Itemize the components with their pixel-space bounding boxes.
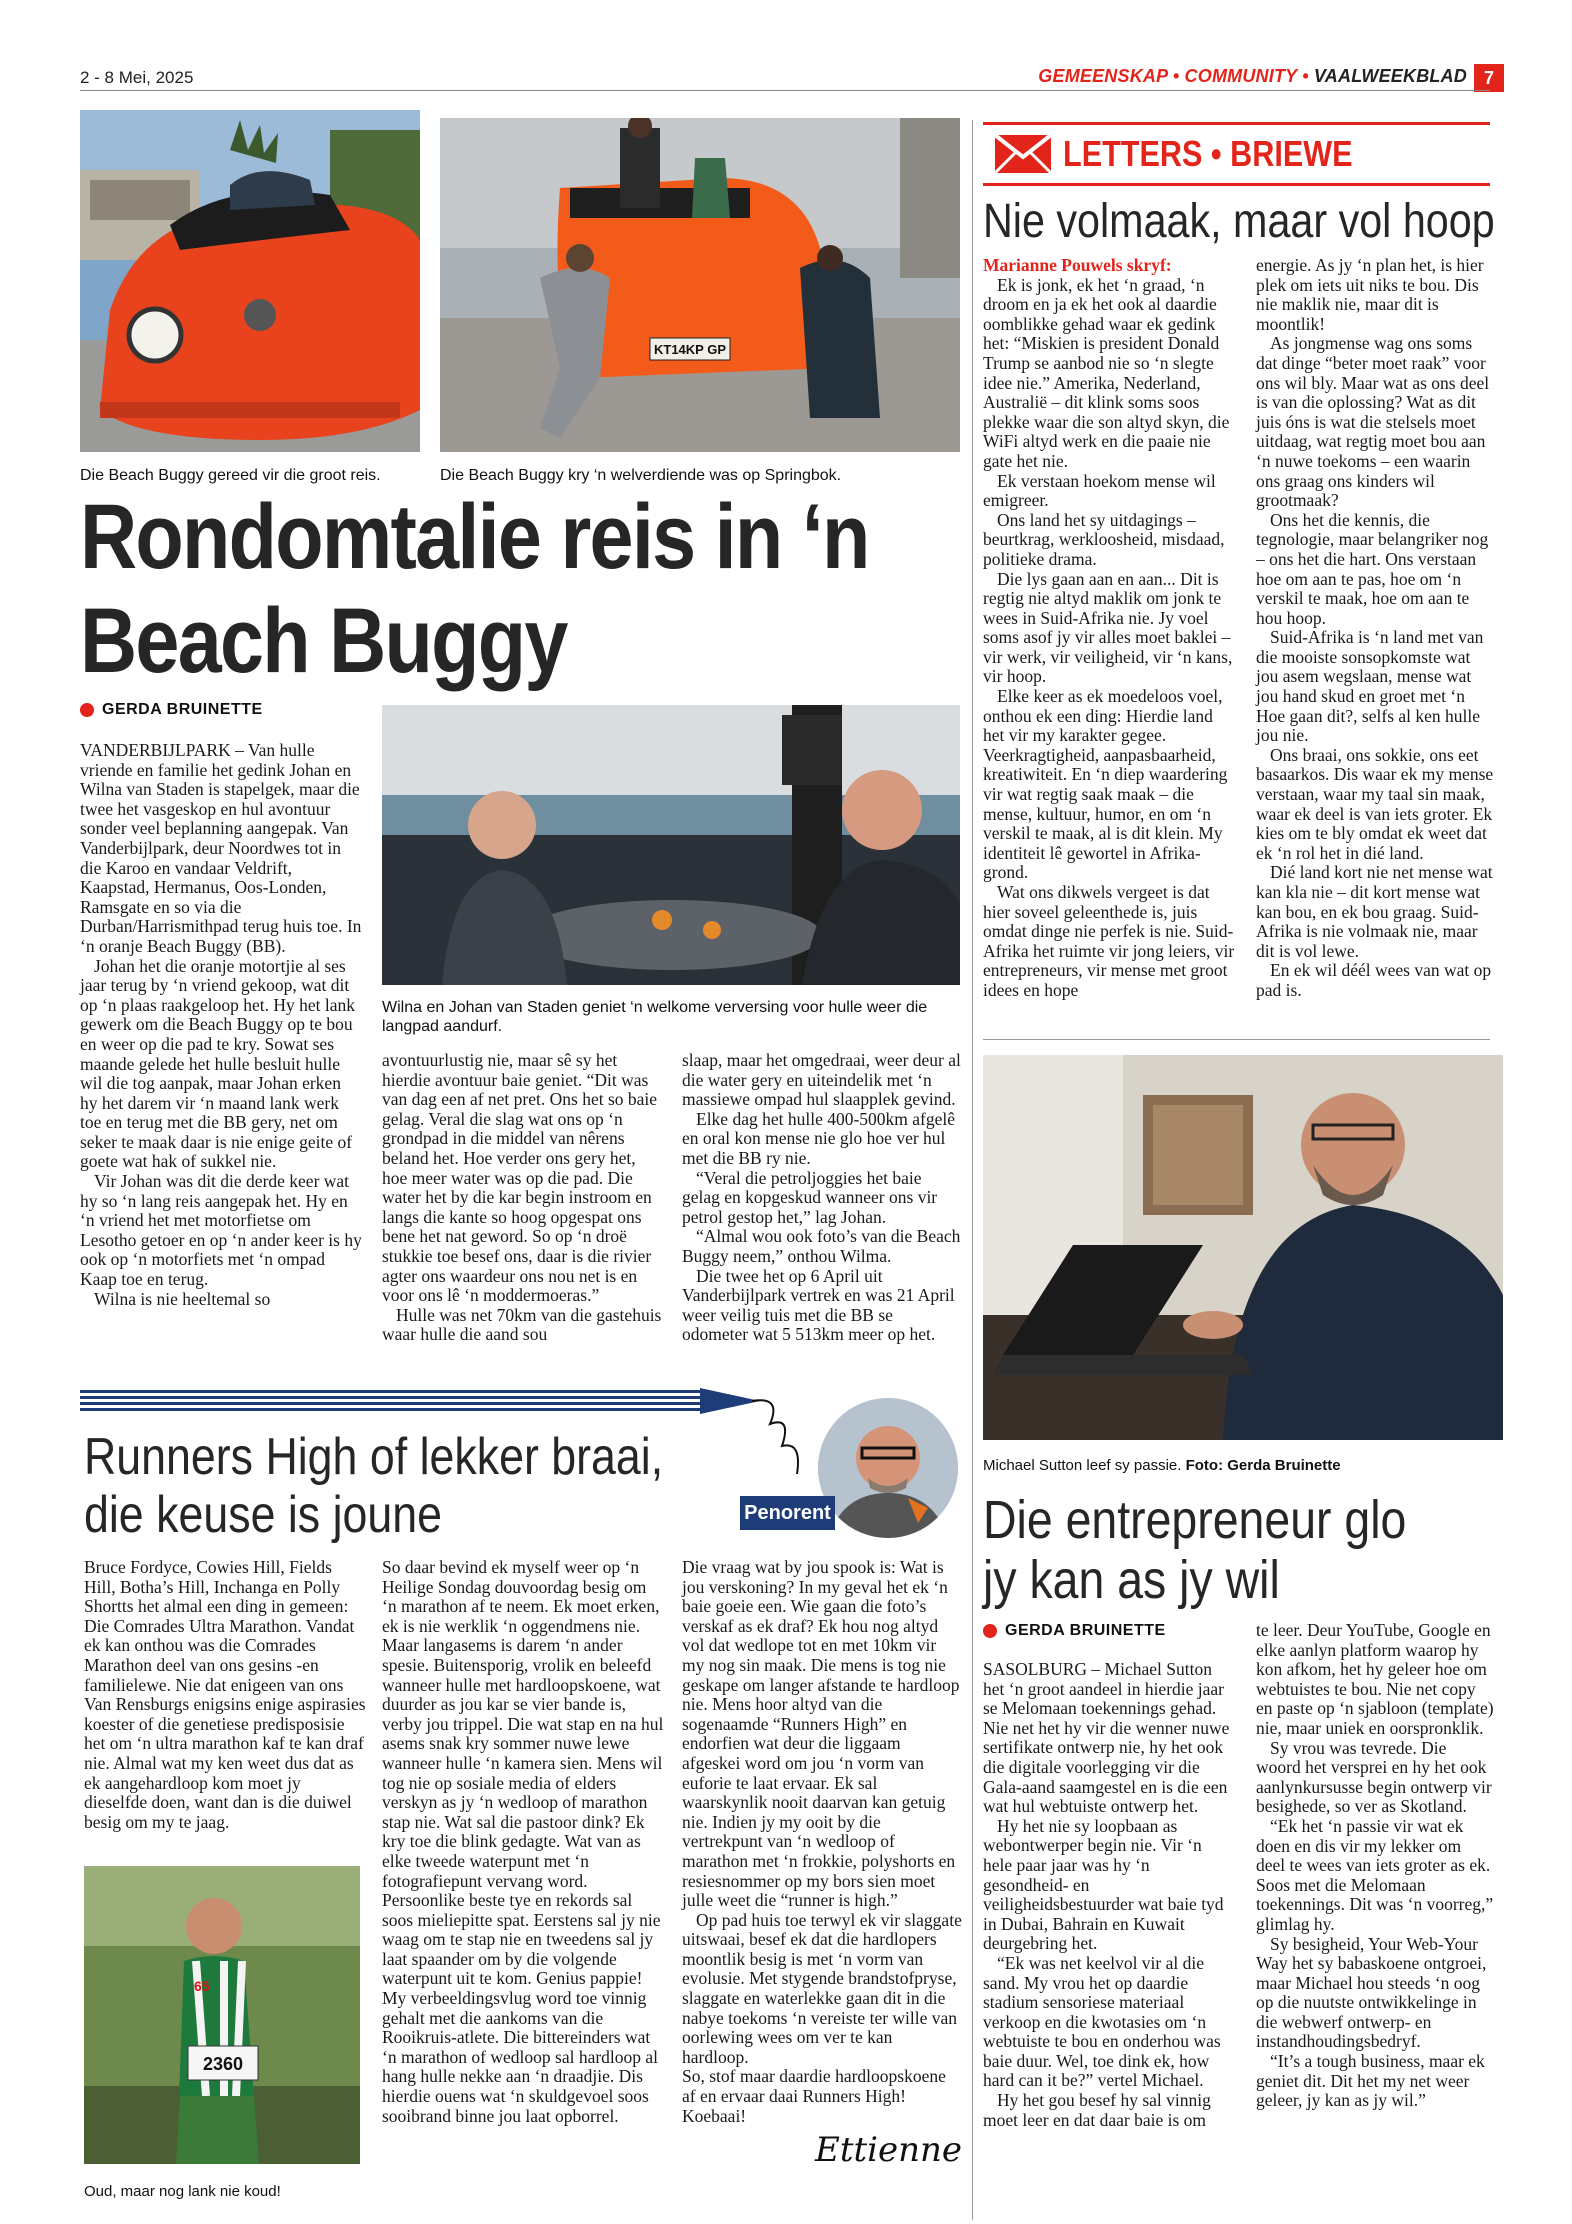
column-c3-p3: So, stof maar daardie hardloopskoene af en ervaar daai Runners High! xyxy=(682,2066,946,2107)
entrepreneur-column-2 xyxy=(1256,1621,1494,2111)
letters-c1-p2: Ek verstaan hoekom mense wil emigreer. xyxy=(983,470,1216,511)
michael-caption-text: Michael Sutton leef sy passie. xyxy=(983,1457,1182,1474)
column-headline-line-2: die keuse is joune xyxy=(84,1486,443,1544)
entrepreneur-c2-p1: te leer. Deur YouTube, Google en elke aanlyn platform waarop hy kon afkom, het hy geleer hoe om webtuistes te bou. Nie net copy en paste op ‘n sjabloon (template) nie, maar uniek en oorspronklik. xyxy=(1256,1620,1494,1738)
buggy-column-2 xyxy=(382,1051,662,1345)
column-c3-p2: Op pad huis toe terwyl ek vir slaggate uitswaai, besef ek dat die hardlopers moontlik besig is met ‘n vorm van evolusie. Met stygende brandstofpryse, slaggate en waterlekke gaan dit in die nabye toekoms ‘n vereiste ter wille van oorlewing wees om ver te kan hardloop. xyxy=(682,1909,962,2067)
entrepreneur-byline-name: GERDA BRUINETTE xyxy=(1005,1622,1166,1639)
buggy-c3-p4: “Almal wou ook foto’s van die Beach Buggy neem,” onthou Wilma. xyxy=(682,1226,961,1266)
pencil-divider xyxy=(80,1388,760,1414)
column-c3-p4: Koebaai! xyxy=(682,2105,747,2126)
entrepreneur-headline-line-1: Die entrepreneur glo xyxy=(983,1490,1407,1550)
byline-bullet-icon xyxy=(80,703,94,717)
envelope-icon xyxy=(993,131,1053,177)
buggy-c3-p3: “Veral die petroljoggies het baie gelag en kopgeskud wanneer ons vir petrol gestop het,” lag Johan. xyxy=(682,1167,938,1227)
entrepreneur-headline xyxy=(983,1490,1503,1610)
page-divider xyxy=(972,120,973,2220)
letters-c2-p2: As jongmense wag ons soms dat dinge “beter moet raak” voor ons wil bly. Maar wat as ons deel is van die oplossing? Wat as dit juis óns is wat die stelsels moet uitdaag, wat regtig moet bou aan ‘n nuwe toekoms – een waarin ons graag ons kinders wil grootmaak? xyxy=(1256,333,1490,511)
column-headline-line-1: Runners High of lekker braai, xyxy=(84,1428,664,1486)
columnist-avatar xyxy=(818,1398,958,1538)
entrepreneur-c1-p3: “Ek was net keelvol vir al die sand. My vrou het op daardie stadium sensoriese materiaal verkoop en die kwotasies om ‘n webtuiste te bou en onderhou was baie duur. Wel, toe dink ek, how hard can it be?” vertel Michael. xyxy=(983,1952,1221,2091)
entrepreneur-c2-p4: Sy besigheid, Your Web-Your Way het sy babaskoene ontgroei, maar Michael hou steeds ‘n oog op die nuutste ontwikkelinge in die webwerf ontwerp- en instandhoudingsbedryf. xyxy=(1256,1933,1487,2052)
letters-c1-p6: Wat ons dikwels vergeet is dat hier soveel geleenthede is, juis omdat dinge nie perfek is nie. Suid-Afrika het ruimte vir jong leiers, vir entrepreneurs, vir mense met groot idees en hope xyxy=(983,882,1235,1000)
column-c2-p1: So daar bevind ek myself weer op ‘n Heilige Sondag douvoordag besig om ‘n marathon af te neem. Ek moet erken, ek is nie werklik ‘n oggendmens nie. Maar langasems is darem ‘n ander spesie. Buitensporig, vrolik en beleefd wanneer hulle met hardloopskoene, wat duurder as jou kar se vier bande is, verby jou trippel. Die wat stap en na hul asems snak kry sommer nuwe lewe wanneer hulle ‘n kamera sien. Mens wil tog nie op sosiale media of elders verskyn as jy ‘n wedloop of marathon stap nie. Wat sal die pastoor dink? Ek kry toe die blink gedagte. Wat van as elke tweede waterpunt met ‘n fotografiepunt vervang word. Persoonlike beste tye en rekords sal soos mieliepitte spat. Eerstens sal jy nie waag om te stap nie en tweedens sal jy laat spaander om by die volgende waterpunt uit te kom. Genius pappie! My verbeeldingsvlug word toe vinnig gehalt met die aankoms van die Rooikruis-atlete. Die bittereinders wat ‘n marathon of wedloop sal hardloop al hang hulle nekke aan ‘n draadjie. Dis hierdie ouens wat ‘n skuldgevoel soos sooibrand binne jou laat opborrel. xyxy=(382,1557,664,2126)
beach-buggy-photo-1 xyxy=(80,110,420,452)
entrepreneur-byline xyxy=(983,1622,1166,1640)
buggy-c2-p2: Hulle was net 70km van die gastehuis waar hulle die aand sou xyxy=(382,1304,662,1345)
buggy-c1-p1: VANDERBIJLPARK – Van hulle vriende en familie het gedink Johan en Wilna van Staden is stapelgek, maar die twee het vasgeskop en hul avontuur sonder veel beplanning aangepak. Van Vanderbijlpark, deur Noordwes tot in die Karoo en vandaar Veldrift, Kaapstad, Hermanus, Oos-Londen, Ramsgate en so via die Durban/Harrismithpad terug huis toe. In ‘n oranje Beach Buggy (BB). xyxy=(80,740,362,956)
letter-author: Marianne Pouwels skryf: xyxy=(983,255,1172,275)
buggy-headline xyxy=(80,485,980,695)
letters-c2-p4: Suid-Afrika is ‘n land met van die mooiste sonsopkomste wat jou asem wegslaan, mense wat jou hand skud en groet met ‘n Hoe gaan dit?, selfs al ken hulle jou nie. xyxy=(1256,627,1484,746)
letters-c1-p3: Ons land het sy uitdagings – beurtkrag, werkloosheid, misdaad, politieke drama. xyxy=(983,509,1225,569)
letters-bottom-rule xyxy=(983,1039,1490,1040)
couple-photo-caption: Wilna en Johan van Staden geniet ‘n welkome verversing voor hulle weer die langpad aandurf. xyxy=(382,999,928,1035)
column-headline xyxy=(84,1428,744,1548)
letters-column-1 xyxy=(983,256,1235,1001)
letters-c2-p5: Ons braai, ons sokkie, ons eet basaarkos. Dis waar ek my mense verstaan, waar my taal sin maak, waar ek deel is van iets groter. Ek kies om te bly omdat ek weet dat ek ‘n rol het in dié land. xyxy=(1256,744,1494,863)
letters-section-title: LETTERS • BRIEWE xyxy=(1063,133,1353,174)
buggy-headline-line-1: Rondomtalie reis in ‘n xyxy=(80,486,869,588)
runner-photo xyxy=(84,1866,360,2164)
entrepreneur-c2-p5: “It’s a tough business, maar ek geniet dit. Dit het my net weer geleer, jy kan as jy wil.” xyxy=(1256,2051,1485,2111)
letters-c1-p1: Ek is jonk, ek het ‘n graad, ‘n droom en ja ek het ook al daardie oomblikke gehad waar ek gedink het: “Miskien is president Donald Trump se aanbod nie so ‘n slegte idee nie.” Amerika, Nederland, Australië – dit klink soms soos plekke waar die son altyd skyn, die WiFi altyd werk en die paaie nie gate het nie. xyxy=(983,274,1230,471)
letters-c2-p3: Ons het die kennis, die tegnologie, maar belangriker nog – ons het die hart. Ons verstaan hoe om aan te pas, hoe om ‘n verskil te maak, hoe om aan te hou hoop. xyxy=(1256,509,1489,628)
buggy-c3-p2: Elke dag het hulle 400-500km afgelê en oral kon mense nie glo hoe ver hul met die BB ry nie. xyxy=(682,1108,956,1168)
penorent-label: Penorent xyxy=(740,1496,835,1530)
entrepreneur-headline-line-2: jy kan as jy wil xyxy=(983,1550,1280,1610)
buggy-c3-p5: Die twee het op 6 April uit Vanderbijlpark vertrek en was 21 April weer veilig tuis met die BB se odometer wat 5 513km meer op het. xyxy=(682,1265,955,1345)
number-plate: KT14KP GP xyxy=(653,342,727,357)
buggy-c1-p3: Vir Johan was dit die derde keer wat hy so ‘n lang reis aangepak het. Hy en ‘n vriend het met motorfietse om Lesotho getoer en op ‘n ander keer is hy ook op ‘n motorfiets met ‘n ompad Kaap toe en terug. xyxy=(80,1171,362,1290)
buggy-headline-line-2: Beach Buggy xyxy=(80,590,567,692)
letters-headline: Nie volmaak, maar vol hoop xyxy=(983,195,1495,248)
buggy-byline-name: GERDA BRUINETTE xyxy=(102,701,263,718)
letters-c2-p7: En ek wil déél wees van wat op pad is. xyxy=(1256,960,1492,1000)
letters-c1-p5: Elke keer as ek moedeloos voel, onthou ek een ding: Hierdie land het vir my karakter gegee. Veerkragtigheid, aanpasbaarheid, kreatiwiteit. En ‘n diep waardering vir wat regtig saak maak – die mense, kultuur, humor, en om ‘n verskil te maak, al is dit klein. My identiteit lê gewortel in Afrika-grond. xyxy=(983,686,1228,883)
michael-photo-credit: Foto: Gerda Bruinette xyxy=(1185,1457,1341,1474)
entrepreneur-column-1 xyxy=(983,1660,1231,2130)
section-label: GEMEENSKAP • COMMUNITY • xyxy=(1038,66,1309,86)
page-number: 7 xyxy=(1474,64,1504,92)
issue-date: 2 - 8 Mei, 2025 xyxy=(80,68,194,87)
couple-photo xyxy=(382,705,960,985)
bib-top-number: 65 xyxy=(194,1978,210,1994)
buggy-c1-p2: Johan het die oranje motortjie al ses jaar terug by ‘n vriend gekoop, wat dit op ‘n plaas raakgeloop het. Hy het lank gewerk om die Beach Buggy op te bou en weer op die pad te kry. Sowat ses maande gelede het hulle besluit hulle wil die tog aanpak, maar Johan erken hy het darem vir ‘n maand lank werk toe en terug met die BB gery, net om seker te maak daar is nie enige geite of goete wat hak of sukkel nie. xyxy=(80,955,356,1172)
byline-bullet-icon xyxy=(983,1624,997,1638)
michael-sutton-photo xyxy=(983,1055,1503,1440)
bib-number: 2360 xyxy=(202,2054,244,2074)
michael-photo-caption xyxy=(983,1456,1490,1475)
buggy-c2-p1: avontuurlustig nie, maar sê sy het hierdie avontuur baie geniet. “Dit was van dag een af net pret. Ons het so baie gelag. Veral die slag wat ons op ‘n grondpad in die middel van nêrens beland het. Hoe verder ons gery het, hoe meer water was op die pad. Die water het by die kar begin instroom en langs die kante so hoog opgespat ons bene het nat geword. So op ‘n droë stukkie toe besef ons, daar is die rivier agter ons waardeur ons nou net is en voor ons lê ‘n moddermoeras.” xyxy=(382,1050,658,1306)
column-c3-p1: Die vraag wat by jou spook is: Wat is jou verskoning? In my geval het ek ‘n baie goeie een. Wie gaan die foto’s verskaf as ek draf? Ek hou nog altyd vol dat wedlope tot en met 10km vir my nog sin maak. Die mens is tog nie geskape om langer afstande te hardloop nie. Mens hoor altyd van die sogenaamde “Runners High” en endorfien wat deur die liggaam afgeskei word om jou ‘n vorm van euforie te laat ervaar. Ek sal waarskynlik nooit daarvan kan getuig nie. Indien jy my ooit by die vertrekpunt van ‘n wedloop of marathon met ‘n frokkie, polyshorts en resiesnommer op my bors sien moet julle weet die “runner is high.” xyxy=(682,1557,960,1911)
runner-photo-caption: Oud, maar nog lank nie koud! xyxy=(84,2183,281,2200)
column-c1-p1: Bruce Fordyce, Cowies Hill, Fields Hill, Botha’s Hill, Inchanga en Polly Shortts het almal een ding in gemeen: Die Comrades Ultra Marathon. Vandat ek kan onthou was die Comrades Marathon deel van ons gesins -en familielewe. Nie dat enigeen van ons Van Rensburgs enigsins enige aspirasies koester of die genetiese predisposisie het om ‘n ultra marathon kaf te kan draf nie. Almal wat my ken weet dus dat as ek aangehardloop kom moet jy dieselfde doen, want dan is die duiwel besig om my te jaag. xyxy=(84,1557,366,1832)
column-column-2 xyxy=(382,1558,664,2126)
beach-buggy-photo-2 xyxy=(440,118,960,452)
entrepreneur-c2-p3: “Ek het ‘n passie vir wat ek doen en dis vir my lekker om deel te wees van iets groter as ek. Soos met die Melomaan toekennings. Dit was ‘n voorreg,” glimlag hy. xyxy=(1256,1815,1494,1934)
top-rule xyxy=(80,90,1490,91)
column-column-3 xyxy=(682,1558,962,2126)
buggy-c1-p4: Wilna is nie heeltemal so xyxy=(94,1288,271,1309)
buggy-byline xyxy=(80,701,263,719)
entrepreneur-c1-p1: SASOLBURG – Michael Sutton het ‘n groot aandeel in hierdie jaar se Melomaan toekennings gehad. Nie net het hy vir die wenner nuwe sertifikate ontwerp nie, hy het ook die digitale voorlegging vir die Gala-aand saamgestel en is die een wat hul webtuiste ontwerp het. xyxy=(983,1659,1230,1817)
publication-name: VAALWEEKBLAD xyxy=(1308,66,1467,86)
letters-column-2 xyxy=(1256,256,1494,1001)
buggy-column-1 xyxy=(80,741,362,1309)
buggy-c3-p1: slaap, maar het omgedraai, weer deur al die water gery en uiteindelik met ‘n massiewe ompad hul slaapplek gevind. xyxy=(682,1050,961,1110)
letters-c1-p4: Die lys gaan aan en aan... Dit is regtig nie altyd maklik om jonk te wees in Suid-Afrika nie. Jy voel soms asof jy vir alles moet baklei – vir werk, vir veiligheid, vir ‘n kans, vir hoop. xyxy=(983,568,1233,687)
entrepreneur-c1-p4: Hy het gou besef hy sal vinnig moet leer en dat daar baie is om xyxy=(983,2090,1211,2130)
letters-c2-p1: energie. As jy ‘n plan het, is hier plek om iets uit niks te bou. Dis nie maklik nie, maar dit is moontlik! xyxy=(1256,255,1484,334)
buggy-photo-2-caption: Die Beach Buggy kry ‘n welverdiende was op Springbok. xyxy=(440,467,842,484)
section-tag xyxy=(1038,66,1467,87)
columnist-signature: Ettienne xyxy=(815,2130,963,2170)
buggy-photo-1-caption: Die Beach Buggy gereed vir die groot reis. xyxy=(80,467,381,484)
pencil-line-decoration xyxy=(752,1396,822,1476)
entrepreneur-c2-p2: Sy vrou was tevrede. Die woord het versprei en hy het ook aanlynkursusse begin ontwerp vir besighede, so ver as Skotland. xyxy=(1256,1737,1492,1817)
entrepreneur-c1-p2: Hy het nie sy loopbaan as webontwerper begin nie. Vir ‘n hele paar jaar was hy ‘n gesondheid- en veiligheidsbestuurder wat baie tyd in Dubai, Bahrain en Kuwait deurgebring het. xyxy=(983,1815,1224,1954)
column-column-1 xyxy=(84,1558,366,1832)
buggy-column-3 xyxy=(682,1051,962,1345)
letters-c2-p6: Dié land kort nie net mense wat kan kla nie – dit kort mense wat kan bou, en ek bou graag. Suid-Afrika is nie volmaak nie, maar dit is vol lewe. xyxy=(1256,862,1493,961)
letters-banner xyxy=(983,122,1490,186)
